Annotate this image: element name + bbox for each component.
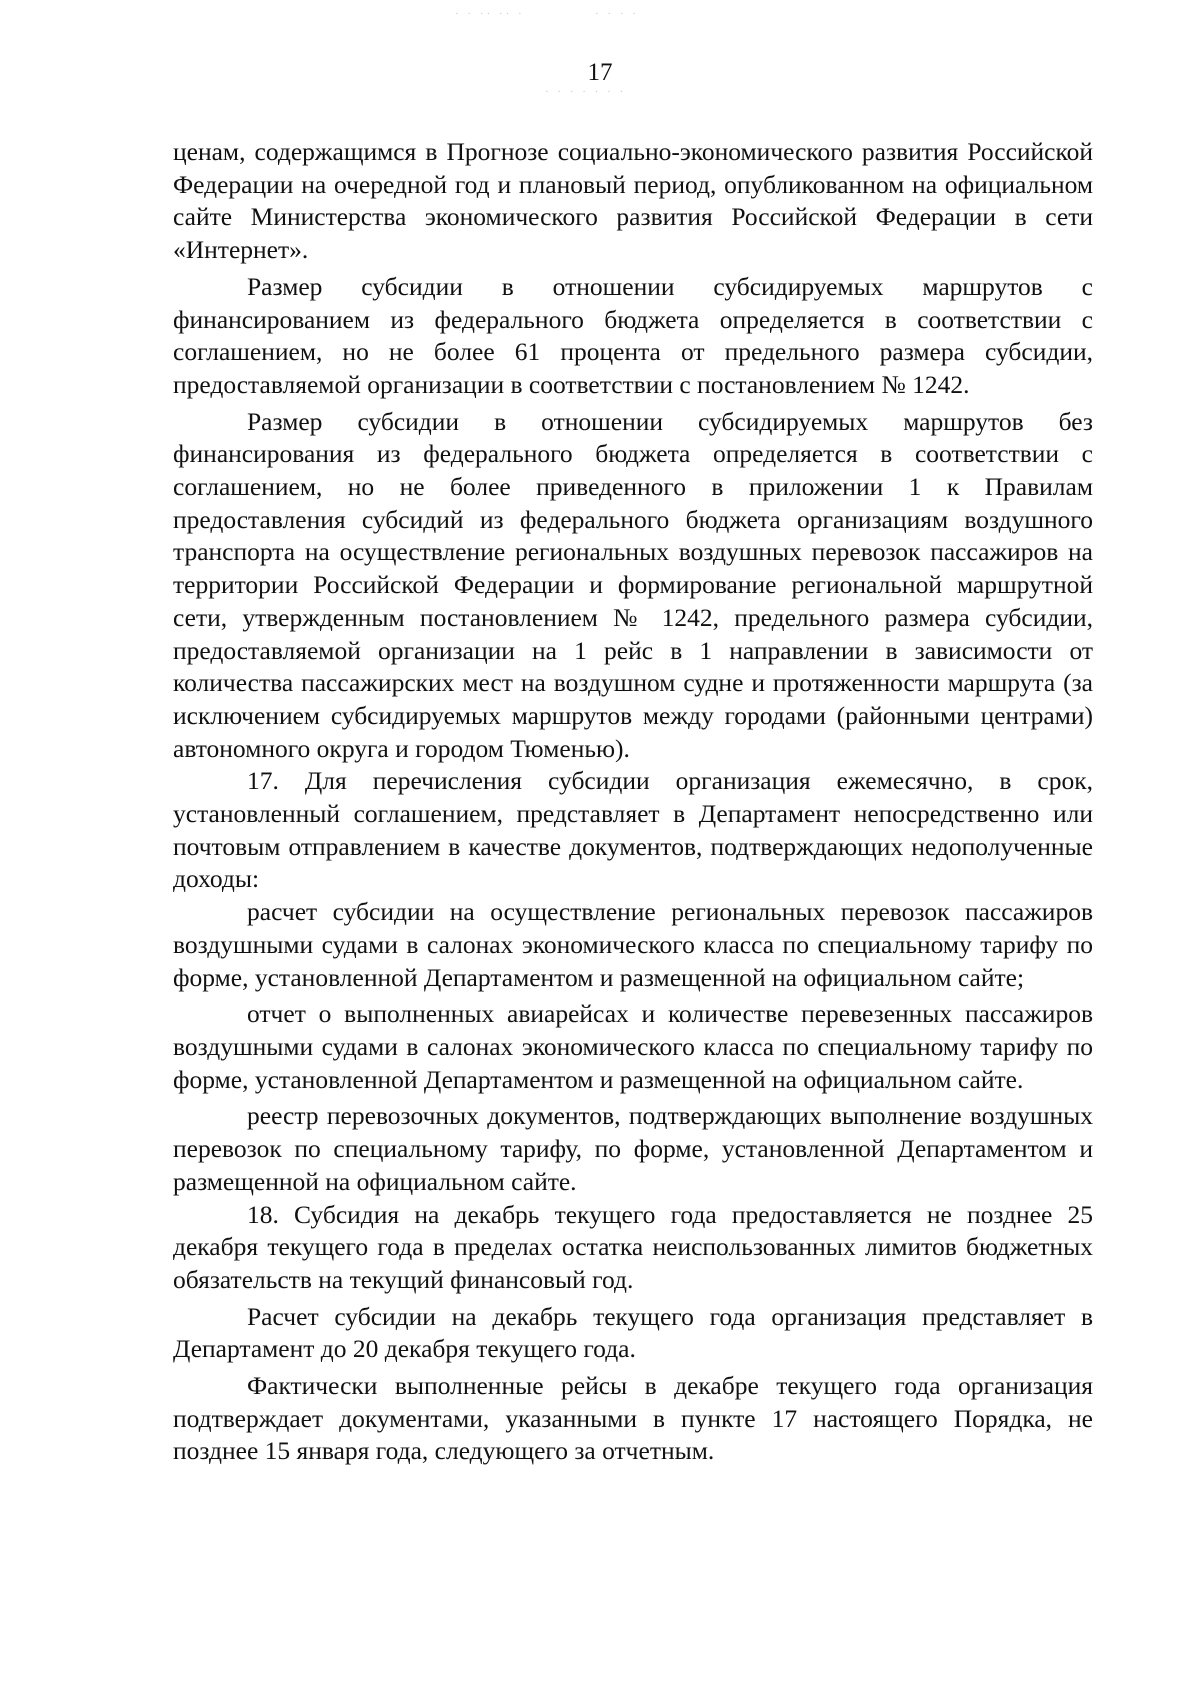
paragraph-subsidy-calculation: расчет субсидии на осуществление региональных перевозок пассажиров воздушными судами в салонах экономического класса по специальному тарифу по форме, установленной Департаментом и размещенной на официальном сайте;: [173, 897, 1093, 992]
scan-artifact: · · · · · · ·: [545, 86, 627, 98]
paragraph-flight-report: отчет о выполненных авиарейсах и количестве перевезенных пассажиров воздушными судами в салонах экономического класса по специальному тарифу по форме, установленной Департаментом и размещенной на официальном сайте.: [173, 999, 1093, 1094]
paragraph-continuation: ценам, содержащимся в Прогнозе социально-экономического развития Российской Федерации на очередной год и плановый период, опубликованном на официальном сайте Министерства экономического развития Российской Федерации в сети «Интернет».: [173, 137, 1093, 265]
paragraph-december-calculation: Расчет субсидии на декабрь текущего года организация представляет в Департамент до 20 декабря текущего года.: [173, 1301, 1093, 1364]
paragraph-item-17: 17. Для перечисления субсидии организация ежемесячно, в срок, установленный соглашением, представляет в Департамент непосредственно или почтовым отправлением в качестве документов, подтверждающих недополученные доходы:: [173, 766, 1093, 894]
document-body: [173, 136, 1093, 1468]
page-number: 17: [587, 59, 613, 86]
paragraph-subsidy-nonfederal: Размер субсидии в отношении субсидируемых маршрутов без финансирования из федерального бюджета определяется в соответствии с соглашением, но не более приведенного в приложении 1 к Правилам предоставления субсидий из федерального бюджета организациям воздушного транспорта на осуществление региональных воздушных перевозок пассажиров на территории Российской Федерации и формирование региональной маршрутной сети, утвержденным постановлением № 1242, предельного размера субсидии, предоставляемой организации на 1 рейс в 1 направлении в зависимости от количества пассажирских мест на воздушном судне и протяженности маршрута (за исключением субсидируемых маршрутов между городами (районными центрами) автономного округа и городом Тюменью).: [173, 406, 1093, 763]
paragraph-document-registry: реестр перевозочных документов, подтверждающих выполнение воздушных перевозок по специальному тарифу, по форме, установленной Департаментом и размещенной на официальном сайте.: [173, 1101, 1093, 1196]
scan-artifact: · · ·· ·· ·: [455, 8, 525, 20]
paragraph-actual-flights: Фактически выполненные рейсы в декабре текущего года организация подтверждает документами, указанными в пункте 17 настоящего Порядка, не позднее 15 января года, следующего за отчетным.: [173, 1371, 1093, 1466]
paragraph-item-18: 18. Субсидия на декабрь текущего года предоставляется не позднее 25 декабря текущего года в пределах остатка неиспользованных лимитов бюджетных обязательств на текущий финансовый год.: [173, 1199, 1093, 1294]
paragraph-subsidy-federal: Размер субсидии в отношении субсидируемых маршрутов с финансированием из федерального бюджета определяется в соответствии с соглашением, но не более 61 процента от предельного размера субсидии, предоставляемой организации в соответствии с постановлением № 1242.: [173, 271, 1093, 399]
scan-artifact: · · · ·: [595, 8, 639, 20]
